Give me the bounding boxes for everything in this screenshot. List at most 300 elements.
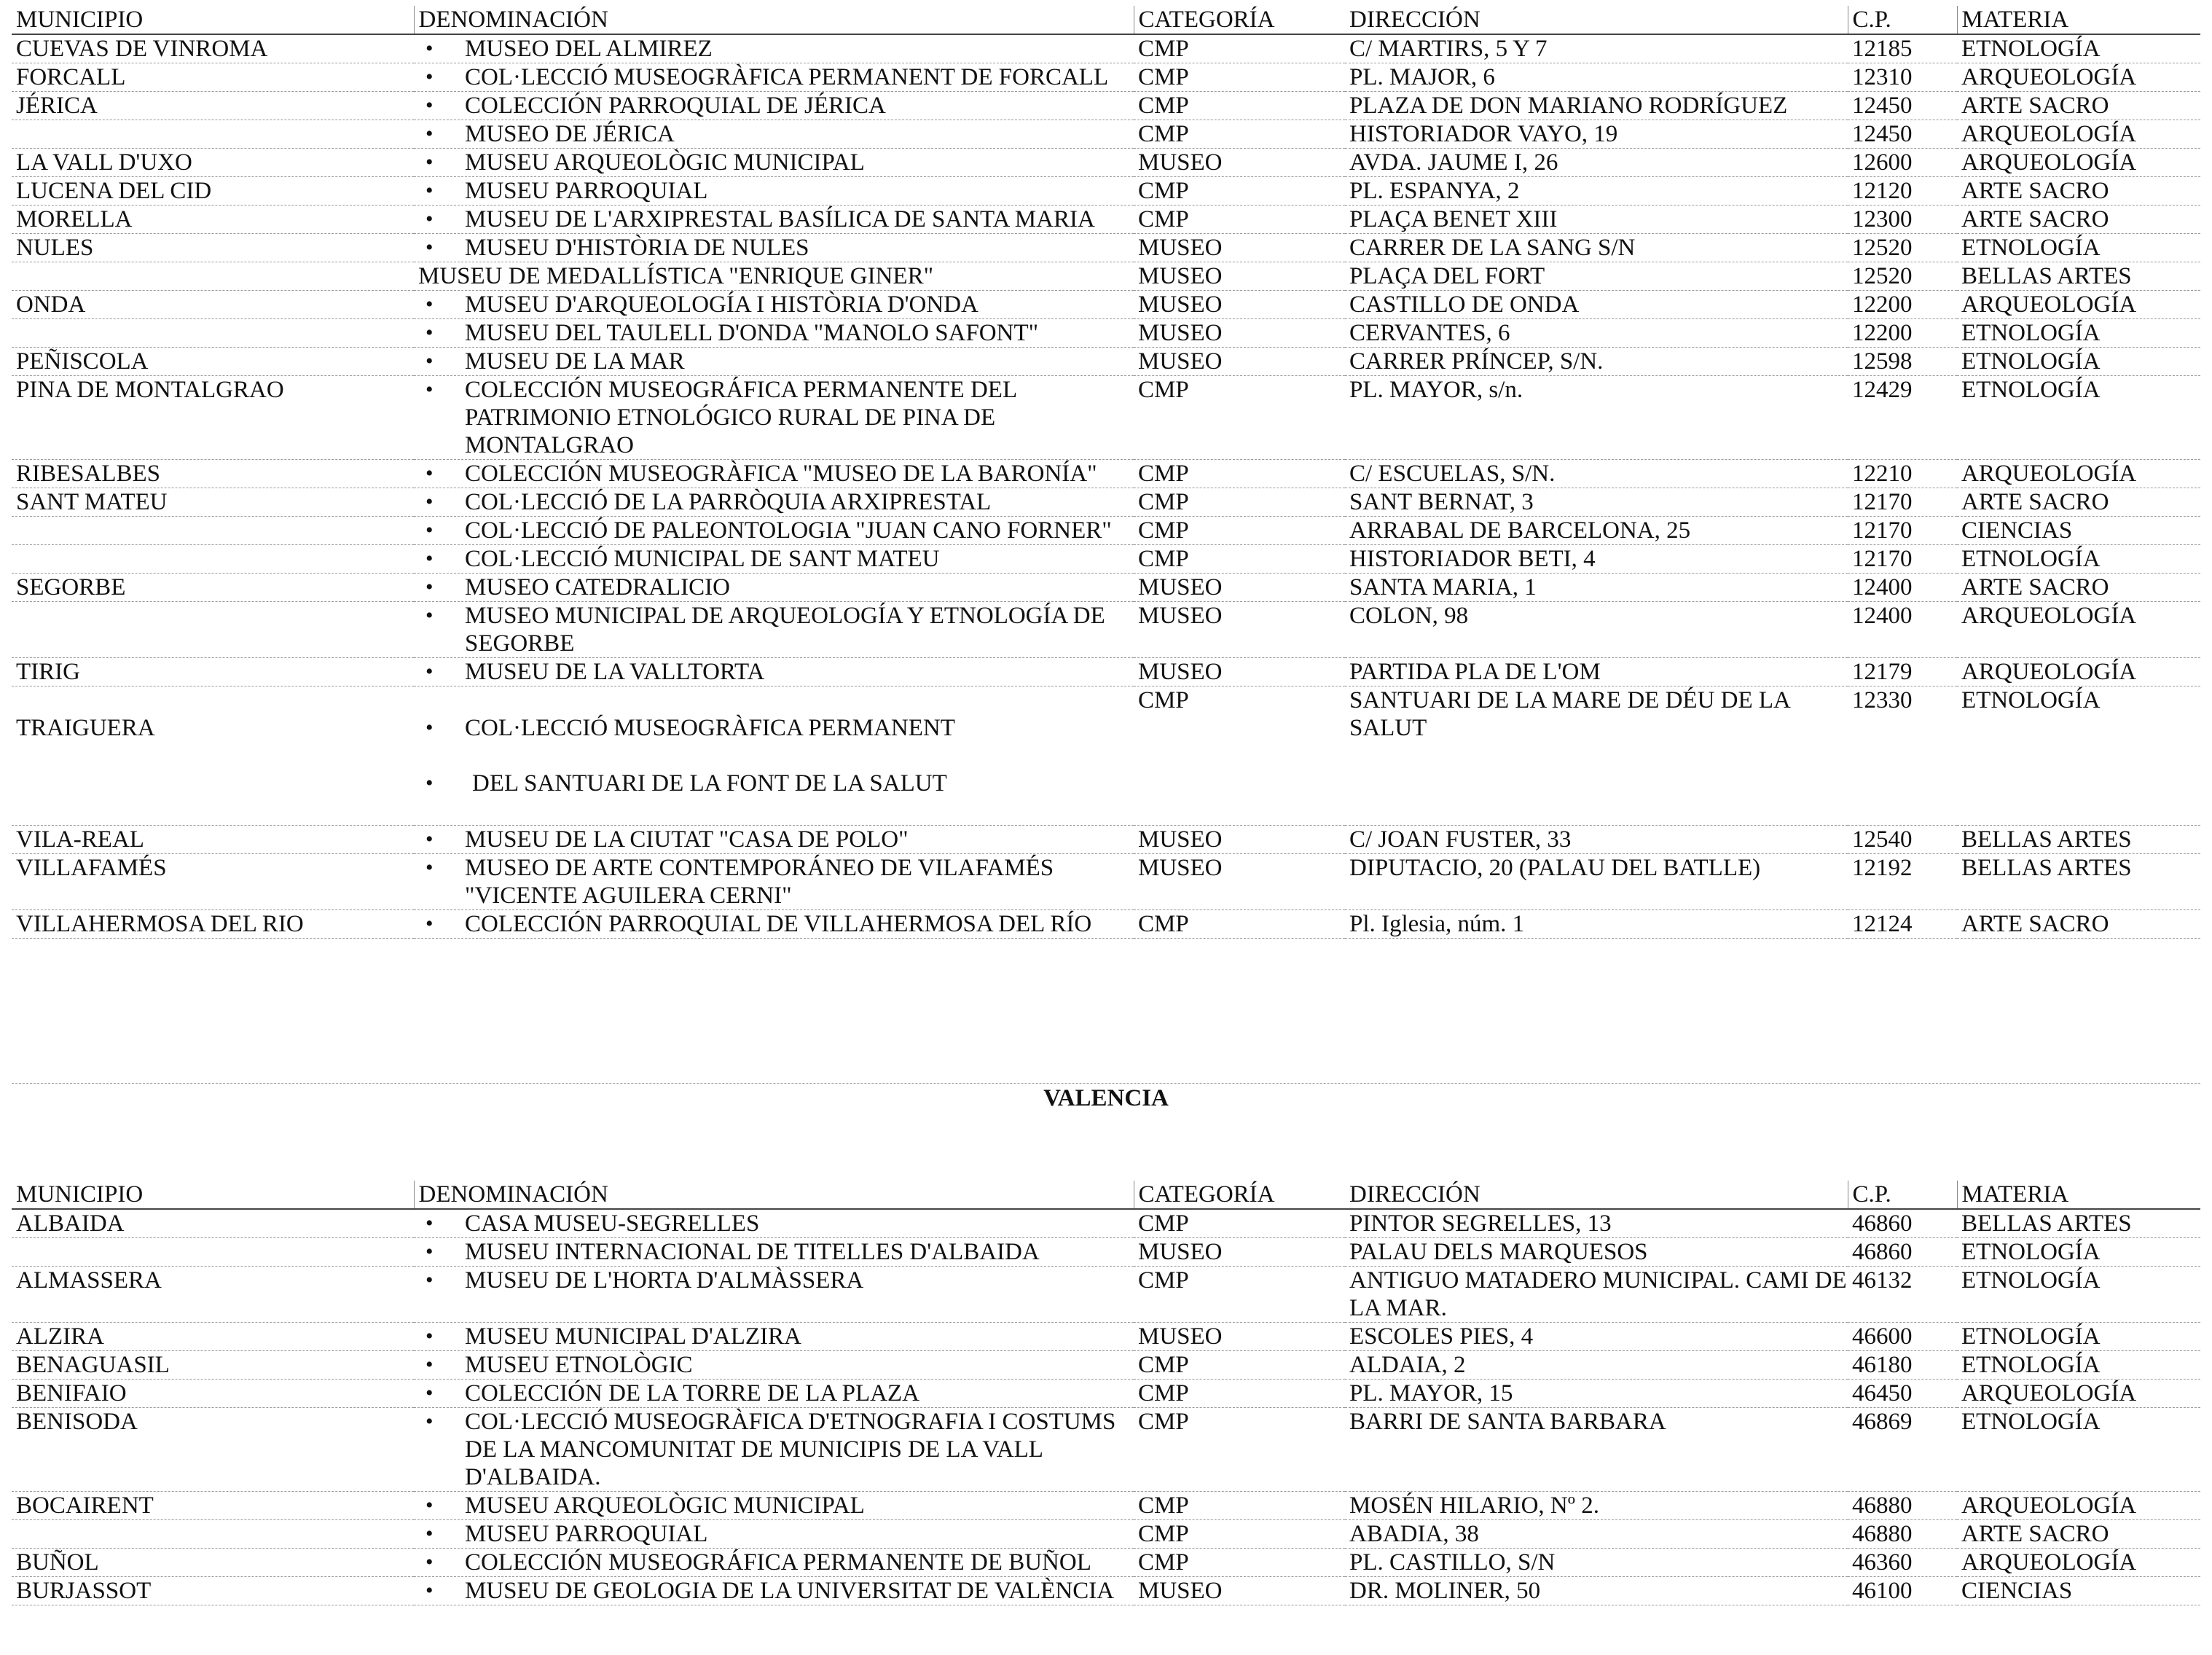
municipio-cell: SANT MATEU: [12, 488, 414, 517]
denominacion-cell: [414, 120, 1134, 149]
denominacion-text: MUSEU ARQUEOLÒGIC MUNICIPAL: [465, 1492, 865, 1519]
bullet-icon: •: [425, 1353, 434, 1377]
municipio-cell: BENAGUASIL: [12, 1351, 414, 1380]
bullet-icon: •: [425, 235, 434, 259]
materia-cell: BELLAS ARTES: [1957, 854, 2200, 910]
denominacion-text: COL·LECCIÓ MUSEOGRÀFICA D'ETNOGRAFIA I COSTUMS DE LA MANCOMUNITAT DE MUNICIPIS DE LA VALL D'ALBAIDA.: [465, 1409, 1116, 1490]
municipio-cell: [12, 262, 414, 291]
direccion-cell: PL. MAYOR, 15: [1345, 1380, 1848, 1408]
table-row: [12, 854, 2200, 910]
materia-cell: ETNOLOGÍA: [1957, 545, 2200, 574]
bullet-icon: •: [425, 1409, 434, 1433]
denominacion-cell: [414, 574, 1134, 602]
denominacion-text: MUSEU DE L'HORTA D'ALMÀSSERA: [465, 1267, 864, 1294]
table-row: [12, 826, 2200, 854]
materia-cell: ARQUEOLOGÍA: [1957, 1492, 2200, 1520]
categoria-cell: CMP: [1134, 686, 1345, 826]
denominacion-cell: [414, 177, 1134, 206]
materia-cell: ARTE SACRO: [1957, 488, 2200, 517]
categoria-cell: CMP: [1134, 910, 1345, 939]
cp-cell: 12170: [1848, 545, 1957, 574]
bullet-icon: •: [425, 1324, 434, 1348]
header-municipio: MUNICIPIO: [12, 1181, 414, 1209]
municipio-cell: BENISODA: [12, 1408, 414, 1492]
denominacion-cell: [414, 1492, 1134, 1520]
municipio-cell: FORCALL: [12, 63, 414, 92]
materia-cell: CIENCIAS: [1957, 1577, 2200, 1605]
materia-cell: CIENCIAS: [1957, 517, 2200, 545]
cp-cell: 12450: [1848, 92, 1957, 120]
bullet-icon: •: [425, 575, 434, 599]
municipio-cell: VILLAFAMÉS: [12, 854, 414, 910]
categoria-cell: CMP: [1134, 120, 1345, 149]
categoria-cell: CMP: [1134, 63, 1345, 92]
cp-cell: 12450: [1848, 120, 1957, 149]
cp-cell: 46860: [1848, 1209, 1957, 1238]
denominacion-text: COLECCIÓN DE LA TORRE DE LA PLAZA: [465, 1380, 919, 1406]
materia-cell: ARTE SACRO: [1957, 910, 2200, 939]
header-denominacion: DENOMINACIÓN: [414, 6, 1134, 34]
cp-cell: 46869: [1848, 1408, 1957, 1492]
municipio-cell: [12, 120, 414, 149]
direccion-cell: BARRI DE SANTA BARBARA: [1345, 1408, 1848, 1492]
header-denominacion: DENOMINACIÓN: [414, 1181, 1134, 1209]
bullet-icon: •: [425, 1240, 434, 1264]
table-row: [12, 1492, 2200, 1520]
valencia-section-title: VALENCIA: [1043, 1085, 1169, 1111]
materia-cell: ARTE SACRO: [1957, 92, 2200, 120]
direccion-cell: Pl. Iglesia, núm. 1: [1345, 910, 1848, 939]
municipio-cell: BUÑOL: [12, 1549, 414, 1577]
bullet-icon: •: [425, 179, 434, 203]
denominacion-cell: [414, 348, 1134, 376]
municipio-cell: JÉRICA: [12, 92, 414, 120]
municipio-cell: MORELLA: [12, 206, 414, 234]
header-municipio: MUNICIPIO: [12, 6, 414, 34]
denominacion-cell: [414, 1351, 1134, 1380]
materia-cell: ETNOLOGÍA: [1957, 1351, 2200, 1380]
materia-cell: ARQUEOLOGÍA: [1957, 63, 2200, 92]
bullet-icon: •: [425, 122, 434, 146]
cp-cell: 12210: [1848, 460, 1957, 488]
municipio-cell: [12, 602, 414, 658]
direccion-cell: SANTUARI DE LA MARE DE DÉU DE LA SALUT: [1345, 686, 1848, 826]
direccion-cell: AVDA. JAUME I, 26: [1345, 149, 1848, 177]
materia-cell: ARQUEOLOGÍA: [1957, 1380, 2200, 1408]
categoria-cell: MUSEO: [1134, 234, 1345, 262]
municipio-cell: [12, 517, 414, 545]
denominacion-text: CASA MUSEU-SEGRELLES: [465, 1210, 760, 1237]
denominacion-cell: [414, 1323, 1134, 1351]
cp-cell: 12400: [1848, 602, 1957, 658]
table-row-traiguera: [12, 686, 2200, 826]
cp-cell: 12429: [1848, 376, 1957, 460]
direccion-cell: ARRABAL DE BARCELONA, 25: [1345, 517, 1848, 545]
categoria-cell: CMP: [1134, 34, 1345, 63]
cp-cell: 12600: [1848, 149, 1957, 177]
denominacion-text: MUSEU DEL TAULELL D'ONDA "MANOLO SAFONT": [465, 320, 1039, 346]
cp-cell: 12185: [1848, 34, 1957, 63]
materia-cell: ARTE SACRO: [1957, 1520, 2200, 1549]
bullet-icon: •: [425, 207, 434, 231]
direccion-cell: PALAU DELS MARQUESOS: [1345, 1238, 1848, 1267]
denominacion-text: MUSEU MUNICIPAL D'ALZIRA: [465, 1323, 801, 1350]
denominacion-text: COLECCIÓN MUSEOGRÁFICA PERMANENTE DE BUÑOL: [465, 1549, 1091, 1576]
denominacion-cell: [414, 602, 1134, 658]
denominacion-cell: [414, 34, 1134, 63]
cp-cell: 12120: [1848, 177, 1957, 206]
denominacion-cell: [414, 92, 1134, 120]
denominacion-cell: [414, 376, 1134, 460]
materia-cell: BELLAS ARTES: [1957, 262, 2200, 291]
materia-cell: ETNOLOGÍA: [1957, 34, 2200, 63]
categoria-cell: CMP: [1134, 517, 1345, 545]
header-materia: MATERIA: [1957, 1181, 2200, 1209]
municipio-cell: PEÑISCOLA: [12, 348, 414, 376]
cp-cell: 12200: [1848, 319, 1957, 348]
denominacion-text: MUSEU PARROQUIAL: [465, 178, 708, 204]
table-row: [12, 1549, 2200, 1577]
table-row: [12, 1238, 2200, 1267]
bullet-icon: •: [425, 93, 434, 117]
municipio-cell: BURJASSOT: [12, 1577, 414, 1605]
direccion-cell: PL. ESPANYA, 2: [1345, 177, 1848, 206]
direccion-cell: ALDAIA, 2: [1345, 1351, 1848, 1380]
categoria-cell: MUSEO: [1134, 1238, 1345, 1267]
materia-cell: BELLAS ARTES: [1957, 826, 2200, 854]
table-row: [12, 1323, 2200, 1351]
materia-cell: ETNOLOGÍA: [1957, 1408, 2200, 1492]
header-cp: C.P.: [1848, 1181, 1957, 1209]
direccion-cell: PLAZA DE DON MARIANO RODRÍGUEZ: [1345, 92, 1848, 120]
denominacion-text: MUSEU DE GEOLOGIA DE LA UNIVERSITAT DE VALÈNCIA: [465, 1578, 1115, 1604]
table-row: [12, 545, 2200, 574]
table-row: [12, 910, 2200, 939]
bullet-icon: •: [425, 603, 434, 627]
table-row: [12, 1520, 2200, 1549]
materia-cell: ARTE SACRO: [1957, 574, 2200, 602]
cp-cell: 12124: [1848, 910, 1957, 939]
bullet-icon: •: [425, 292, 434, 316]
direccion-cell: C/ MARTIRS, 5 Y 7: [1345, 34, 1848, 63]
denominacion-text: MUSEU DE MEDALLÍSTICA "ENRIQUE GINER": [418, 263, 934, 289]
categoria-cell: CMP: [1134, 1209, 1345, 1238]
bullet-icon: •: [425, 65, 434, 89]
table-row: [12, 34, 2200, 63]
table-header-row: [12, 6, 2200, 34]
cp-cell: 12540: [1848, 826, 1957, 854]
categoria-cell: MUSEO: [1134, 262, 1345, 291]
cp-cell: 12520: [1848, 234, 1957, 262]
materia-cell: ARQUEOLOGÍA: [1957, 120, 2200, 149]
bullet-icon: •: [425, 660, 434, 684]
direccion-cell: HISTORIADOR BETI, 4: [1345, 545, 1848, 574]
categoria-cell: MUSEO: [1134, 319, 1345, 348]
cp-cell: 46600: [1848, 1323, 1957, 1351]
denominacion-text: MUSEO DE ARTE CONTEMPORÁNEO DE VILAFAMÉS "VICENTE AGUILERA CERNI": [465, 855, 1054, 909]
direccion-cell: ABADIA, 38: [1345, 1520, 1848, 1549]
denominacion-cell: [414, 1209, 1134, 1238]
municipio-cell: NULES: [12, 234, 414, 262]
materia-cell: ETNOLOGÍA: [1957, 319, 2200, 348]
direccion-cell: PLAÇA DEL FORT: [1345, 262, 1848, 291]
municipio-cell: CUEVAS DE VINROMA: [12, 34, 414, 63]
denominacion-cell: [414, 1577, 1134, 1605]
denominacion-text: MUSEU DE LA CIUTAT "CASA DE POLO": [465, 826, 909, 853]
materia-cell: BELLAS ARTES: [1957, 1209, 2200, 1238]
denominacion-text: COL·LECCIÓ DE LA PARRÒQUIA ARXIPRESTAL: [465, 489, 992, 515]
categoria-cell: MUSEO: [1134, 854, 1345, 910]
materia-cell: ARQUEOLOGÍA: [1957, 658, 2200, 686]
section-divider: [12, 1083, 2200, 1084]
table-row: [12, 517, 2200, 545]
bullet-icon: •: [425, 518, 434, 542]
materia-cell: ARQUEOLOGÍA: [1957, 149, 2200, 177]
cp-cell: 46880: [1848, 1520, 1957, 1549]
municipio-cell: ALMASSERA: [12, 1267, 414, 1323]
denominacion-text: MUSEU INTERNACIONAL DE TITELLES D'ALBAIDA: [465, 1239, 1040, 1265]
denominacion-text: MUSEU D'ARQUEOLOGÍA I HISTÒRIA D'ONDA: [465, 292, 978, 318]
direccion-cell: CERVANTES, 6: [1345, 319, 1848, 348]
denominacion-cell: [414, 319, 1134, 348]
denominacion-text: MUSEO CATEDRALICIO: [465, 574, 730, 600]
denominacion-text: MUSEU PARROQUIAL: [465, 1521, 708, 1547]
table-row: [12, 348, 2200, 376]
categoria-cell: CMP: [1134, 488, 1345, 517]
denominacion-cell: [414, 1520, 1134, 1549]
direccion-cell: COLON, 98: [1345, 602, 1848, 658]
table-row: [12, 120, 2200, 149]
table-row: [12, 262, 2200, 291]
direccion-cell: DR. MOLINER, 50: [1345, 1577, 1848, 1605]
municipio-cell: SEGORBE: [12, 574, 414, 602]
bullet-icon: •: [425, 349, 434, 373]
direccion-cell: PINTOR SEGRELLES, 13: [1345, 1209, 1848, 1238]
denominacion-text: COLECCIÓN PARROQUIAL DE VILLAHERMOSA DEL RÍO: [465, 911, 1092, 937]
table-row: [12, 63, 2200, 92]
direccion-cell: SANT BERNAT, 3: [1345, 488, 1848, 517]
denominacion-cell: [414, 545, 1134, 574]
table-row: [12, 1351, 2200, 1380]
header-cp: C.P.: [1848, 6, 1957, 34]
denominacion-cell: [414, 517, 1134, 545]
table-row: [12, 206, 2200, 234]
municipio-cell: RIBESALBES: [12, 460, 414, 488]
bullet-icon: •: [425, 912, 434, 936]
table-row: [12, 602, 2200, 658]
municipio-cell: BENIFAIO: [12, 1380, 414, 1408]
denominacion-text: MUSEO MUNICIPAL DE ARQUEOLOGÍA Y ETNOLOGÍA DE SEGORBE: [465, 603, 1105, 657]
categoria-cell: CMP: [1134, 376, 1345, 460]
denominacion-text: MUSEU D'HISTÒRIA DE NULES: [465, 235, 809, 261]
table-row: [12, 1577, 2200, 1605]
materia-cell: ETNOLOGÍA: [1957, 376, 2200, 460]
municipio-text: TRAIGUERA: [16, 715, 155, 741]
header-materia: MATERIA: [1957, 6, 2200, 34]
bullet-icon: •: [425, 321, 434, 345]
header-direccion: DIRECCIÓN: [1345, 1181, 1848, 1209]
municipio-cell: ALBAIDA: [12, 1209, 414, 1238]
direccion-cell: CASTILLO DE ONDA: [1345, 291, 1848, 319]
materia-cell: ARQUEOLOGÍA: [1957, 602, 2200, 658]
bullet-icon: •: [425, 1268, 434, 1292]
denominacion-cell: [414, 1380, 1134, 1408]
traiguera-line-2: DEL SANTUARI DE LA FONT DE LA SALUT: [472, 770, 947, 797]
municipio-cell: [12, 686, 414, 826]
materia-cell: ARQUEOLOGÍA: [1957, 291, 2200, 319]
cp-cell: 46450: [1848, 1380, 1957, 1408]
bullet-icon: •: [425, 1522, 434, 1546]
categoria-cell: MUSEO: [1134, 826, 1345, 854]
table-row: [12, 376, 2200, 460]
materia-cell: ETNOLOGÍA: [1957, 686, 2200, 826]
traiguera-line-1: COL·LECCIÓ MUSEOGRÀFICA PERMANENT: [465, 715, 955, 741]
materia-cell: ARQUEOLOGÍA: [1957, 1549, 2200, 1577]
direccion-cell: C/ ESCUELAS, S/N.: [1345, 460, 1848, 488]
categoria-cell: CMP: [1134, 1520, 1345, 1549]
denominacion-cell: [414, 149, 1134, 177]
table-header-row: [12, 1181, 2200, 1209]
table-row: [12, 92, 2200, 120]
table-row: [12, 234, 2200, 262]
categoria-cell: MUSEO: [1134, 602, 1345, 658]
table-row: [12, 149, 2200, 177]
categoria-cell: CMP: [1134, 1549, 1345, 1577]
categoria-cell: MUSEO: [1134, 1323, 1345, 1351]
municipio-cell: PINA DE MONTALGRAO: [12, 376, 414, 460]
bullet-icon: •: [425, 1381, 434, 1405]
header-direccion: DIRECCIÓN: [1345, 6, 1848, 34]
cp-cell: 12200: [1848, 291, 1957, 319]
denominacion-text: MUSEU DE LA VALLTORTA: [465, 659, 765, 685]
direccion-cell: PL. MAJOR, 6: [1345, 63, 1848, 92]
denominacion-text: COLECCIÓN MUSEOGRÀFICA "MUSEO DE LA BARONÍA": [465, 461, 1097, 487]
cp-cell: 12179: [1848, 658, 1957, 686]
direccion-cell: ANTIGUO MATADERO MUNICIPAL. CAMI DE LA MAR.: [1345, 1267, 1848, 1323]
direccion-cell: PL. MAYOR, s/n.: [1345, 376, 1848, 460]
cp-cell: 46360: [1848, 1549, 1957, 1577]
bullet-icon: •: [425, 771, 434, 795]
denominacion-cell: [414, 1549, 1134, 1577]
categoria-cell: CMP: [1134, 1408, 1345, 1492]
traiguera-line-1-wrap: [418, 714, 1134, 742]
denominacion-text: MUSEO DE JÉRICA: [465, 121, 675, 147]
denominacion-text: MUSEU DE L'ARXIPRESTAL BASÍLICA DE SANTA MARIA: [465, 206, 1095, 232]
cp-cell: 46132: [1848, 1267, 1957, 1323]
materia-cell: ARQUEOLOGÍA: [1957, 460, 2200, 488]
denominacion-cell: [414, 1267, 1134, 1323]
table-row: [12, 177, 2200, 206]
municipio-cell: ONDA: [12, 291, 414, 319]
direccion-cell: C/ JOAN FUSTER, 33: [1345, 826, 1848, 854]
denominacion-cell: [414, 910, 1134, 939]
table-row: [12, 1209, 2200, 1238]
municipio-cell: VILLAHERMOSA DEL RIO: [12, 910, 414, 939]
categoria-cell: CMP: [1134, 1267, 1345, 1323]
bullet-icon: •: [425, 377, 434, 402]
categoria-cell: MUSEO: [1134, 1577, 1345, 1605]
categoria-cell: CMP: [1134, 545, 1345, 574]
denominacion-cell: [414, 1408, 1134, 1492]
table-row: [12, 291, 2200, 319]
municipio-cell: BOCAIRENT: [12, 1492, 414, 1520]
bullet-icon: •: [425, 1578, 434, 1603]
direccion-cell: CARRER DE LA SANG S/N: [1345, 234, 1848, 262]
cp-cell: 12310: [1848, 63, 1957, 92]
municipio-cell: [12, 1520, 414, 1549]
materia-cell: ARTE SACRO: [1957, 177, 2200, 206]
direccion-cell: PLAÇA BENET XIII: [1345, 206, 1848, 234]
table-row: [12, 658, 2200, 686]
bullet-icon: •: [425, 827, 434, 851]
table-row: [12, 460, 2200, 488]
materia-cell: ETNOLOGÍA: [1957, 1323, 2200, 1351]
direccion-cell: HISTORIADOR VAYO, 19: [1345, 120, 1848, 149]
categoria-cell: MUSEO: [1134, 348, 1345, 376]
denominacion-cell: [414, 460, 1134, 488]
categoria-cell: MUSEO: [1134, 574, 1345, 602]
valencia-museums-table: [12, 1181, 2200, 1605]
municipio-cell: LUCENA DEL CID: [12, 177, 414, 206]
denominacion-text: MUSEO DEL ALMIREZ: [465, 36, 713, 62]
cp-cell: 12170: [1848, 488, 1957, 517]
table-row: [12, 1408, 2200, 1492]
categoria-cell: CMP: [1134, 206, 1345, 234]
cp-cell: 46860: [1848, 1238, 1957, 1267]
categoria-cell: CMP: [1134, 460, 1345, 488]
denominacion-text: MUSEU ETNOLÒGIC: [465, 1352, 693, 1378]
categoria-cell: CMP: [1134, 177, 1345, 206]
bullet-icon: •: [425, 36, 434, 60]
materia-cell: ETNOLOGÍA: [1957, 1267, 2200, 1323]
denominacion-cell: [414, 291, 1134, 319]
categoria-cell: MUSEO: [1134, 149, 1345, 177]
direccion-cell: PL. CASTILLO, S/N: [1345, 1549, 1848, 1577]
direccion-cell: CARRER PRÍNCEP, S/N.: [1345, 348, 1848, 376]
cp-cell: 12170: [1848, 517, 1957, 545]
bullet-icon: •: [425, 856, 434, 880]
bullet-icon: •: [425, 1550, 434, 1574]
denominacion-cell: [414, 826, 1134, 854]
denominacion-cell: [414, 1238, 1134, 1267]
denominacion-cell: [414, 206, 1134, 234]
bullet-icon: •: [425, 150, 434, 174]
municipio-cell: [12, 545, 414, 574]
cp-cell: 12520: [1848, 262, 1957, 291]
cp-cell: 12598: [1848, 348, 1957, 376]
cp-cell: 46180: [1848, 1351, 1957, 1380]
bullet-icon: •: [425, 547, 434, 571]
categoria-cell: CMP: [1134, 92, 1345, 120]
categoria-cell: CMP: [1134, 1492, 1345, 1520]
direccion-cell: ESCOLES PIES, 4: [1345, 1323, 1848, 1351]
bullet-icon: •: [425, 1493, 434, 1517]
denominacion-cell: [414, 854, 1134, 910]
table-row: [12, 488, 2200, 517]
categoria-cell: MUSEO: [1134, 658, 1345, 686]
cp-cell: 12300: [1848, 206, 1957, 234]
denominacion-cell: [414, 658, 1134, 686]
denominacion-cell: [414, 488, 1134, 517]
denominacion-text: MUSEU ARQUEOLÒGIC MUNICIPAL: [465, 149, 865, 176]
categoria-cell: CMP: [1134, 1380, 1345, 1408]
denominacion-cell: [414, 686, 1134, 826]
table-row: [12, 1380, 2200, 1408]
materia-cell: ETNOLOGÍA: [1957, 348, 2200, 376]
denominacion-cell: [414, 63, 1134, 92]
municipio-cell: TIRIG: [12, 658, 414, 686]
direccion-cell: SANTA MARIA, 1: [1345, 574, 1848, 602]
